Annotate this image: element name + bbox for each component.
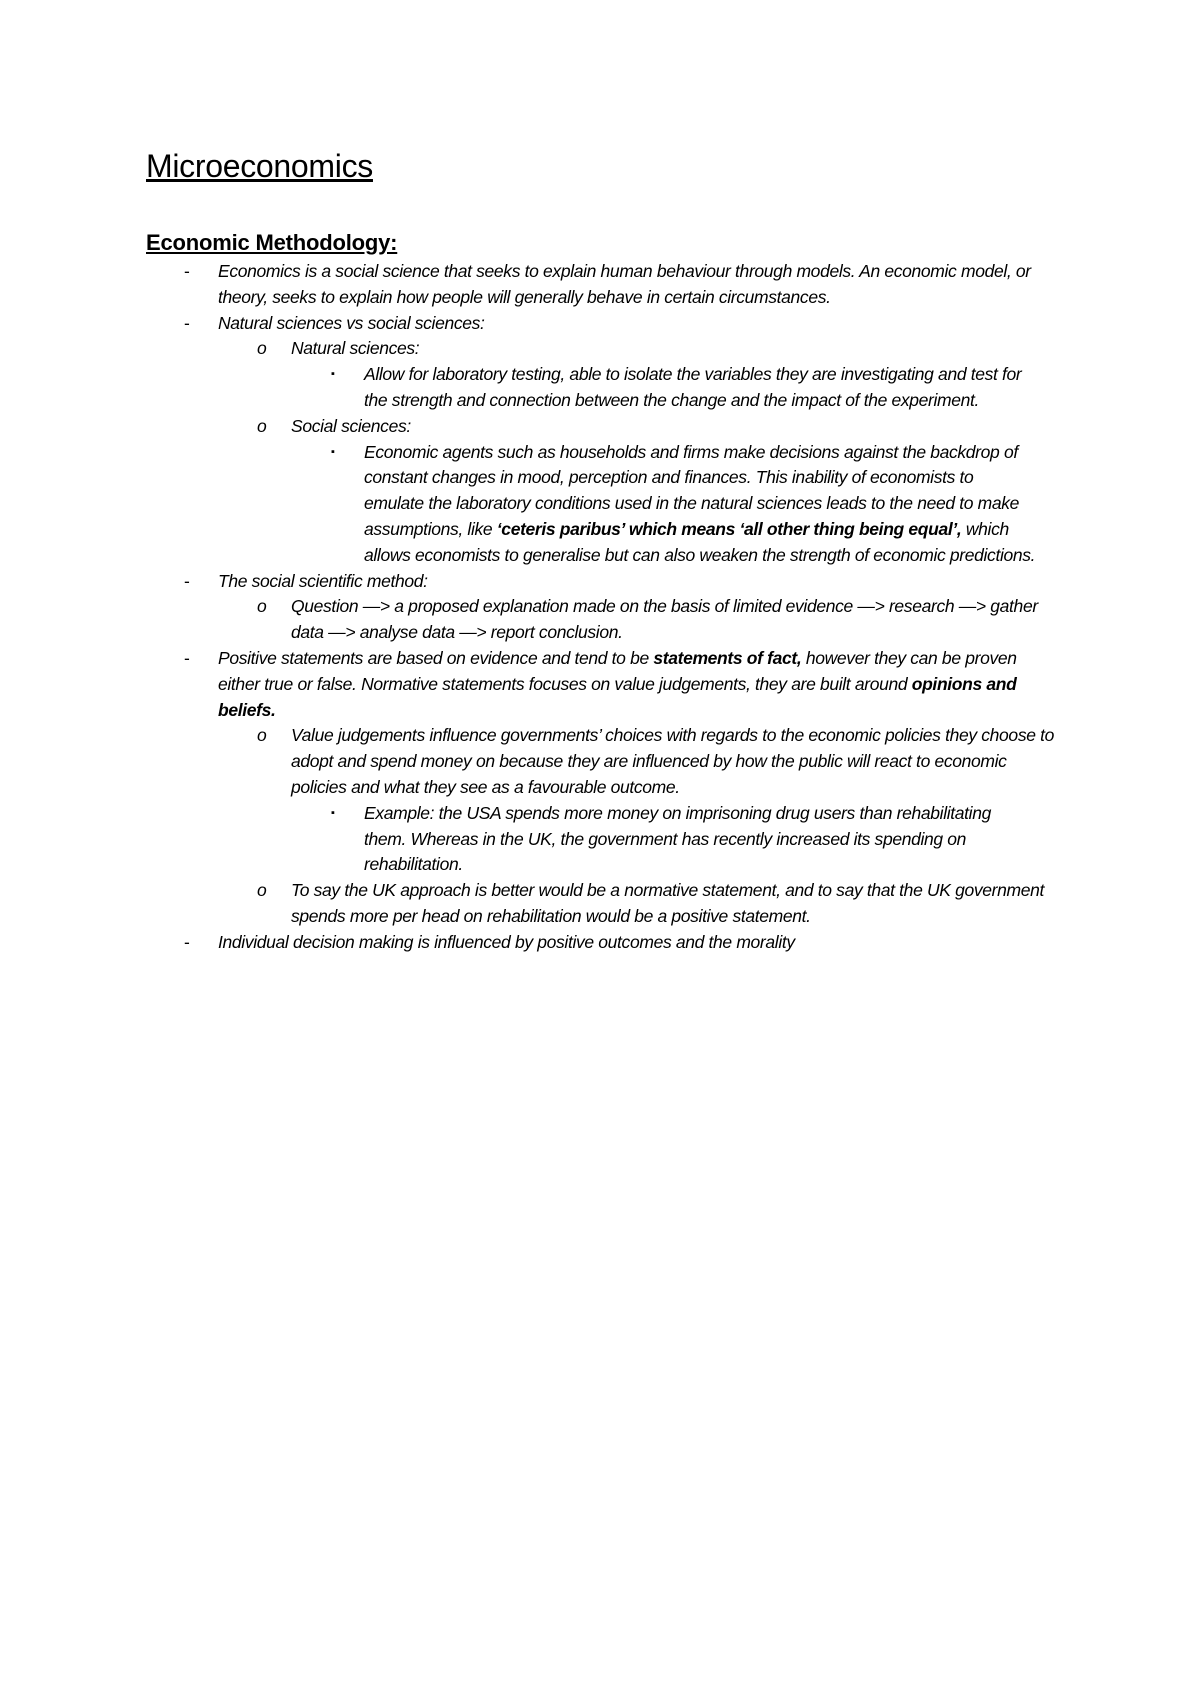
bullet-text: Value judgements influence governments’ choices with regards to the economic policies they choose to adopt and spend money on because they are influenced by how the public will react to economic policies and what they see as a favourable outcome. [291,725,1055,797]
dash-bullet: - [184,312,190,333]
bullet-economics-definition [0,259,1048,311]
document-title: Microeconomics [146,148,373,184]
bullet-text: Natural sciences: [291,338,420,359]
section-heading: Economic Methodology: [146,230,398,255]
dash-bullet: - [184,647,190,668]
bullet-text: Natural sciences vs social sciences: [218,312,485,333]
bullet-text: Allow for laboratory testing, able to isolate the variables they are investigating and test for the strength and connection between the change and the impact of the experiment. [364,364,1022,410]
bullet-text: Example: the USA spends more money on imprisoning drug users than rehabilitating them. Whereas in the UK, the government has recently increased its spending on rehabilitation. [364,802,991,875]
circle-bullet: o [257,596,267,617]
bullet-text: Economics is a social science that seeks to explain human behaviour through models. An economic model, or theory, seeks to explain how people will generally behave in certain circumstances. [218,261,1031,307]
circle-bullet: o [257,415,267,436]
ceteris-paribus-emphasis: ‘ceteris paribus’ which means ‘all other thing being equal’, [496,518,962,539]
square-bullet: ▪ [331,368,335,381]
bullet-text: To say the UK approach is better would be a normative statement, and to say that the UK government spends more per head on rehabilitation would be a positive statement. [291,880,1044,926]
subsubbullet-natural-sciences-detail [0,362,1036,414]
dash-bullet: - [184,261,190,281]
bullet-text: The social scientific method: [218,570,428,591]
statements-of-fact-emphasis: statements of fact, [653,647,802,668]
subbullet-uk-approach [0,878,1056,930]
subbullet-scientific-method-steps [0,594,1056,646]
bullet-text-part: Positive statements are based on evidence and tend to be [218,647,654,668]
bullet-text: Question —> a proposed explanation made on the basis of limited evidence —> research —> gather data —> analyse data —> report conclusion. [291,596,1038,643]
bullet-positive-normative [0,646,1048,723]
bullet-scientific-method [0,569,1048,595]
dash-bullet: - [184,570,190,591]
circle-bullet: o [257,338,267,359]
bullet-natural-vs-social [0,311,1048,337]
square-bullet: ▪ [331,806,335,819]
subbullet-social-sciences [0,414,1056,440]
opinions-beliefs-emphasis: opinions and beliefs. [218,673,1017,720]
document-body [0,259,1200,956]
subsubbullet-example [0,801,1036,878]
square-bullet: ▪ [331,445,335,458]
circle-bullet: o [257,880,267,901]
bullet-text-part: Economic agents such as households and firms make decisions against the backdrop of constant changes in mood, perception and finances. This inability of economists to emulate the laboratory conditions used in the natural sciences leads to the need to make assumptions, like [364,441,1020,539]
bullet-text-part: which allows economists to generalise but can also weaken the strength of economic predictions. [364,518,1036,565]
bullet-text: Individual decision making is influenced by positive outcomes and the morality [218,931,795,952]
bullet-text: Social sciences: [291,415,411,436]
bullet-individual-decision [0,930,1048,956]
dash-bullet: - [184,931,190,952]
subbullet-value-judgements [0,723,1056,800]
subsubbullet-social-sciences-detail [0,440,1036,569]
circle-bullet: o [257,725,267,746]
bullet-text-part: however they can be proven either true or false. Normative statements focuses on value judgements, they are built around [218,647,1017,694]
subbullet-natural-sciences [0,336,1056,362]
